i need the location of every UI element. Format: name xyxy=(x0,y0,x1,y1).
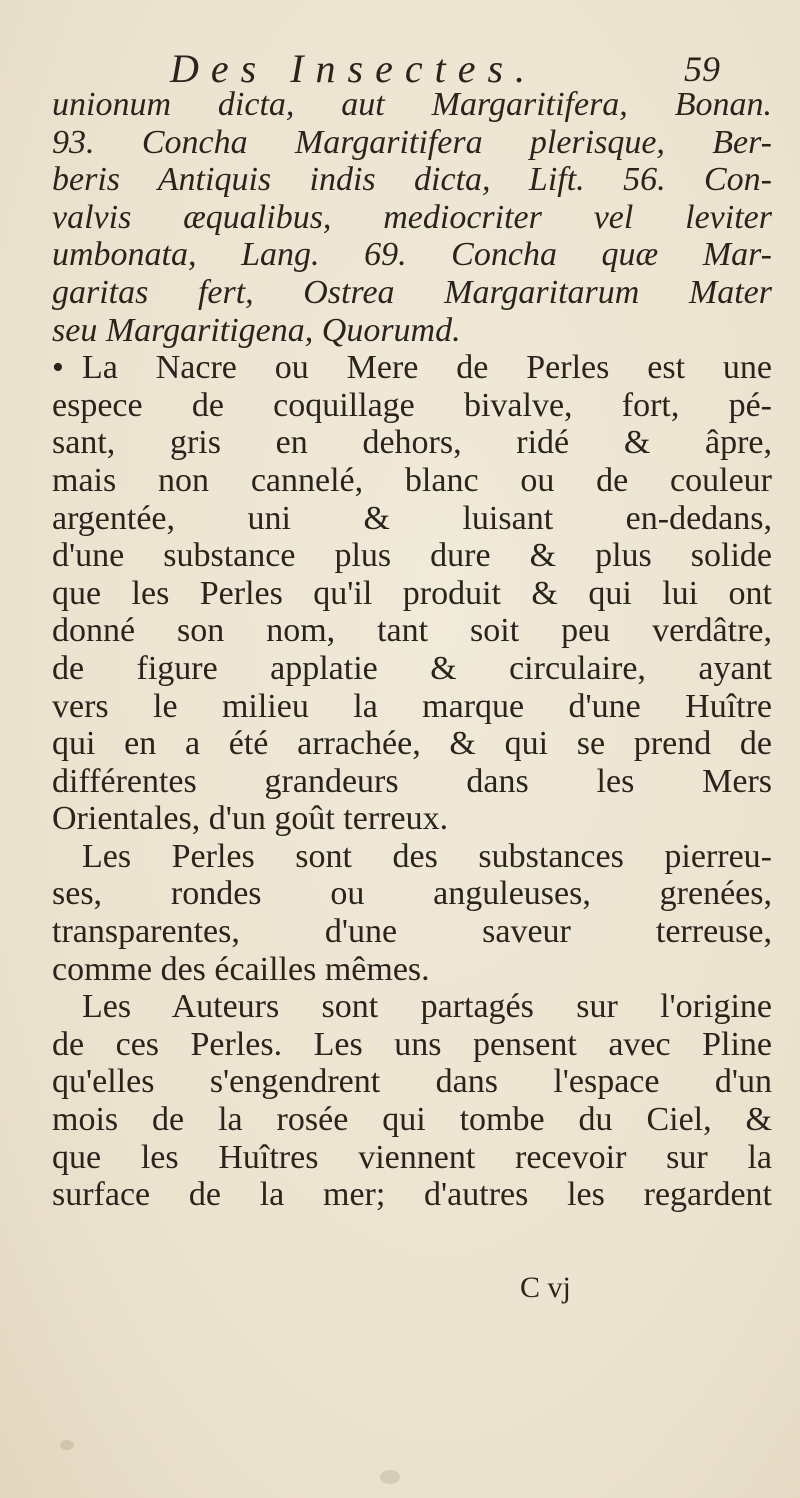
paper-stain xyxy=(60,1440,74,1450)
text-line: de ces Perles. Les uns pensent avec Pline xyxy=(52,1025,772,1063)
text-line: qu'elles s'engendrent dans l'espace d'un xyxy=(52,1063,772,1101)
text-line: que les Huîtres viennent recevoir sur la xyxy=(52,1138,772,1176)
text-line: unionum dicta, aut Margaritifera, Bonan. xyxy=(52,86,772,123)
text-line: surface de la mer; d'autres les regardent xyxy=(52,1176,772,1214)
text-line: ses, rondes ou anguleuses, grenées, xyxy=(52,875,772,913)
text-line: umbonata, Lang. 69. Concha quæ Mar- xyxy=(52,236,772,274)
text-line: • La Nacre ou Mere de Perles est une xyxy=(52,349,772,387)
text-line: vers le milieu la marque d'une Huître xyxy=(52,687,772,725)
text-line: argentée, uni & luisant en-dedans, xyxy=(52,499,772,537)
text-line: différentes grandeurs dans les Mers xyxy=(52,762,772,800)
text-line: Les Auteurs sont partagés sur l'origine xyxy=(82,988,772,1026)
text-line: seu Margaritigena, Quorumd. xyxy=(52,311,461,349)
text-line: sant, gris en dehors, ridé & âpre, xyxy=(52,424,772,462)
signature-mark xyxy=(0,1268,800,1308)
paper-stain xyxy=(380,1470,400,1484)
text-line: que les Perles qu'il produit & qui lui ont xyxy=(52,574,772,612)
text-line: Les Perles sont des substances pierreu- xyxy=(82,837,772,875)
running-head-title: Des Insectes. xyxy=(170,46,538,91)
text-line: d'une substance plus dure & plus solide xyxy=(52,537,772,575)
text-line: espece de coquillage bivalve, fort, pé- xyxy=(52,386,772,424)
text-line: donné son nom, tant soit peu verdâtre, xyxy=(52,612,772,650)
text-line: transparentes, d'une saveur terreuse, xyxy=(52,913,772,951)
text-line: qui en a été arrachée, & qui se prend de xyxy=(52,725,772,763)
text-line: garitas fert, Ostrea Margaritarum Mater xyxy=(52,273,772,311)
text-line: Orientales, d'un goût terreux. xyxy=(52,800,449,838)
text-line: comme des écailles mêmes. xyxy=(52,950,430,988)
text-line: mais non cannelé, blanc ou de couleur xyxy=(52,461,772,499)
signature-text: C vj xyxy=(520,1271,571,1304)
paragraph-bullet: • xyxy=(52,349,64,387)
page-number: 59 xyxy=(684,49,720,89)
text-line: valvis æqualibus, mediocriter vel leviter xyxy=(52,198,772,236)
text-line: mois de la rosée qui tombe du Ciel, & xyxy=(52,1101,772,1139)
text-line: beris Antiquis indis dicta, Lift. 56. Con- xyxy=(52,161,772,199)
body-text xyxy=(52,86,772,1214)
text-line: de figure applatie & circulaire, ayant xyxy=(52,649,772,687)
text-line: 93. Concha Margaritifera plerisque, Ber- xyxy=(52,123,772,161)
